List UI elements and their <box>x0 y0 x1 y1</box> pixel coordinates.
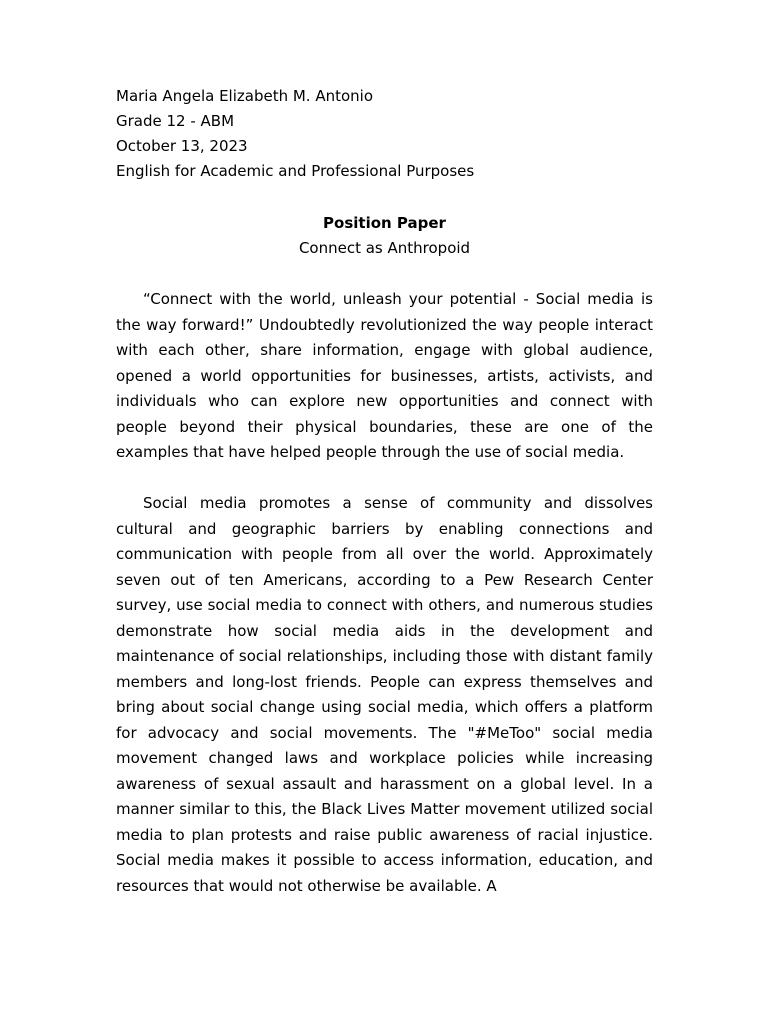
paragraph-2: Social media promotes a sense of community and dissolves cultural and geographic barriers by enabling connections and communication with people from all over the world. Approximately seven out of ten Americans, according to a Pew Research Center survey, use social media to connect with others, and numerous studies demonstrate how social media aids in the development and maintenance of social relationships, including those with distant family members and long-lost friends. People can express themselves and bring about social change using social media, which offers a platform for advocacy and social movements. The "#MeToo" social media movement changed laws and workplace policies while increasing awareness of sexual assault and harassment on a global level. In a manner similar to this, the Black Lives Matter movement utilized social media to plan protests and raise public awareness of racial injustice. Social media makes it possible to access information, education, and resources that would not otherwise be available. A <box>116 494 653 895</box>
date: October 13, 2023 <box>116 137 248 155</box>
author-name: Maria Angela Elizabeth M. Antonio <box>116 87 374 105</box>
document-page <box>116 84 653 925</box>
grade-section: Grade 12 - ABM <box>116 112 235 130</box>
header-block <box>116 84 653 184</box>
document-subtitle: Connect as Anthropoid <box>298 239 471 257</box>
document-title: Position Paper <box>323 214 446 232</box>
subject: English for Academic and Professional Purposes <box>116 162 475 180</box>
paragraph-1: “Connect with the world, unleash your potential - Social media is the way forward!” Undoubtedly revolutionized the way people interact with each other, share information, engage with global audience, opened a world opportunities for businesses, artists, activists, and individuals who can explore new opportunities and connect with people beyond their physical boundaries, these are one of the examples that have helped people through the use of social media. <box>116 290 653 461</box>
